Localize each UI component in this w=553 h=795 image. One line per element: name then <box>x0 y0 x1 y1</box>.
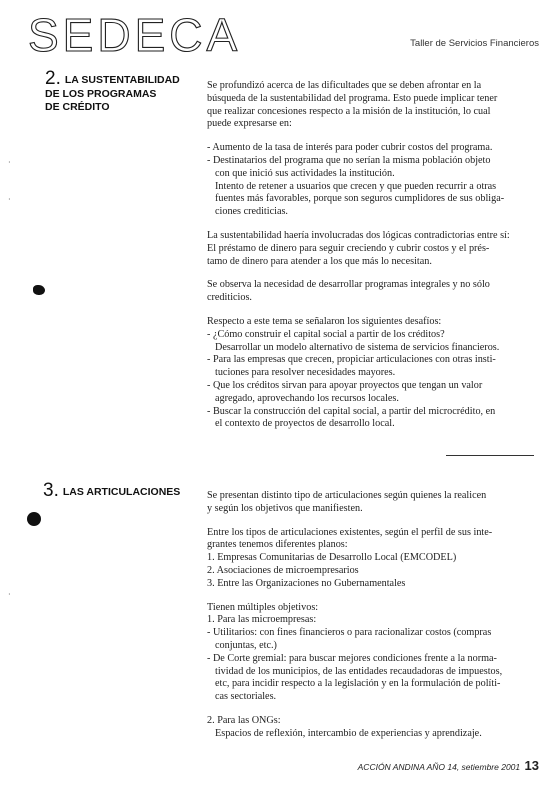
section-3-number: 3. <box>43 480 59 501</box>
ink-blot <box>33 285 45 295</box>
text-line: - Aumento de la tasa de interés para poder cubrir costos del programa. <box>207 142 493 154</box>
text-line: - ¿Cómo construir el capital social a partir de los créditos? <box>207 328 445 340</box>
text-line: Se presentan distinto tipo de articulaciones según quienes la realicen <box>207 490 487 501</box>
section-2-body <box>207 80 537 442</box>
text-line: grantes tenemos diferentes planos: <box>207 539 348 551</box>
text-line: el contexto de proyectos de desarrollo local. <box>215 418 395 430</box>
text-line: 2. Asociaciones de microempresarios <box>207 564 359 576</box>
text-line: - Utilitarios: con fines financieros o para racionalizar costos (compras <box>207 627 492 639</box>
section2-paragraph <box>207 142 537 219</box>
sedeca-logo: SEDECA <box>28 9 242 61</box>
text-line: etc, para incidir respecto a la legislación y en la formulación de políti- <box>215 678 501 690</box>
text-line: Se observa la necesidad de desarrollar programas integrales y no sólo <box>207 279 490 291</box>
text-line: búsqueda de la sustentabilidad del programa. Esto puede implicar tener <box>207 92 498 104</box>
scan-speck: · <box>8 158 11 167</box>
text-line: Tienen múltiples objetivos: <box>207 601 319 613</box>
text-line: cas sectoriales. <box>215 691 277 703</box>
section-divider-line <box>446 455 534 456</box>
page-number: 13 <box>524 758 539 773</box>
text-line: puede expresarse en: <box>207 118 292 130</box>
section2-paragraph <box>207 80 537 131</box>
text-line: tuciones para resolver necesidades mayores. <box>215 367 396 379</box>
text-line: La sustentabilidad haería involucradas dos lógicas contradictorias entre sí: <box>207 229 510 241</box>
footer-publication: ACCIÓN ANDINA AÑO 14, setiembre 2001 <box>357 762 521 772</box>
text-line: - Que los créditos sirvan para apoyar proyectos que tengan un valor <box>207 379 483 391</box>
section-3-title: LAS ARTICULACIONES <box>62 486 181 498</box>
text-line: con que inició sus actividades la institución. <box>215 167 395 179</box>
scan-speck: · <box>8 590 11 599</box>
section3-paragraph <box>207 527 537 591</box>
section-2-title-line-1: LA SUSTENTABILIDAD <box>64 74 180 86</box>
text-line: Se profundizó acerca de las dificultades que se deben afrontar en la <box>207 80 482 91</box>
section-2-number: 2. <box>45 68 61 89</box>
section-3-body <box>207 490 537 752</box>
text-line: que realizar concesiones respecto a la misión de la institución, lo cual <box>207 105 491 117</box>
text-line: y según los objetivos que manifiesten. <box>207 502 363 514</box>
punch-hole-mark <box>27 512 41 526</box>
section-3-heading <box>43 480 181 501</box>
text-line: Espacios de reflexión, intercambio de experiencias y aprendizaje. <box>215 727 482 739</box>
section3-paragraph <box>207 490 537 516</box>
text-line: - Buscar la construcción del capital social, a partir del microcrédito, en <box>207 405 496 417</box>
text-line: fuentes más favorables, porque son seguros cumplidores de sus obliga- <box>215 193 505 205</box>
section2-paragraph <box>207 316 537 431</box>
text-line: tamo de dinero para atender a los que más lo necesitan. <box>207 255 432 267</box>
text-line: tividad de los municipios, de las entidades recaudadoras de impuestos, <box>215 665 503 677</box>
section3-paragraph <box>207 602 537 704</box>
section2-paragraph <box>207 279 537 305</box>
text-line: 1. Empresas Comunitarias de Desarrollo Local (EMCODEL) <box>207 552 457 564</box>
text-line: El préstamo de dinero para seguir creciendo y cubrir costos y el prés- <box>207 242 490 254</box>
section3-paragraph <box>207 715 537 741</box>
text-line: Entre los tipos de articulaciones existentes, según el perfil de sus inte- <box>207 526 493 538</box>
scan-speck: · <box>8 195 11 204</box>
text-line: agregado, aprovechando los recursos locales. <box>215 392 399 404</box>
text-line: Desarrollar un modelo alternativo de sistema de servicios financieros. <box>215 341 500 353</box>
section-2-heading <box>45 68 180 115</box>
text-line: - De Corte gremial: para buscar mejores condiciones frente a la norma- <box>207 652 497 664</box>
section-2-title-line-2: DE LOS PROGRAMAS <box>45 87 157 100</box>
text-line: - Para las empresas que crecen, propiciar articulaciones con otras insti- <box>207 354 496 366</box>
page-footer <box>358 758 539 773</box>
text-line: 1. Para las microempresas: <box>207 614 317 626</box>
text-line: Respecto a este tema se señalaron los siguientes desafíos: <box>207 315 442 327</box>
text-line: - Destinatarios del programa que no serían la misma población objeto <box>207 154 491 166</box>
text-line: Intento de retener a usuarios que crecen y que pueden recurrir a otras <box>215 180 497 192</box>
text-line: conjuntas, etc.) <box>215 639 277 651</box>
header-subtitle: Taller de Servicios Financieros <box>410 38 539 49</box>
section-2-title-line-3: DE CRÉDITO <box>45 101 110 113</box>
text-line: 2. Para las ONGs: <box>207 714 281 726</box>
text-line: 3. Entre las Organizaciones no Gubernamentales <box>207 577 406 589</box>
text-line: ciones crediticias. <box>215 206 288 218</box>
section2-paragraph <box>207 230 537 268</box>
text-line: crediticios. <box>207 292 252 304</box>
